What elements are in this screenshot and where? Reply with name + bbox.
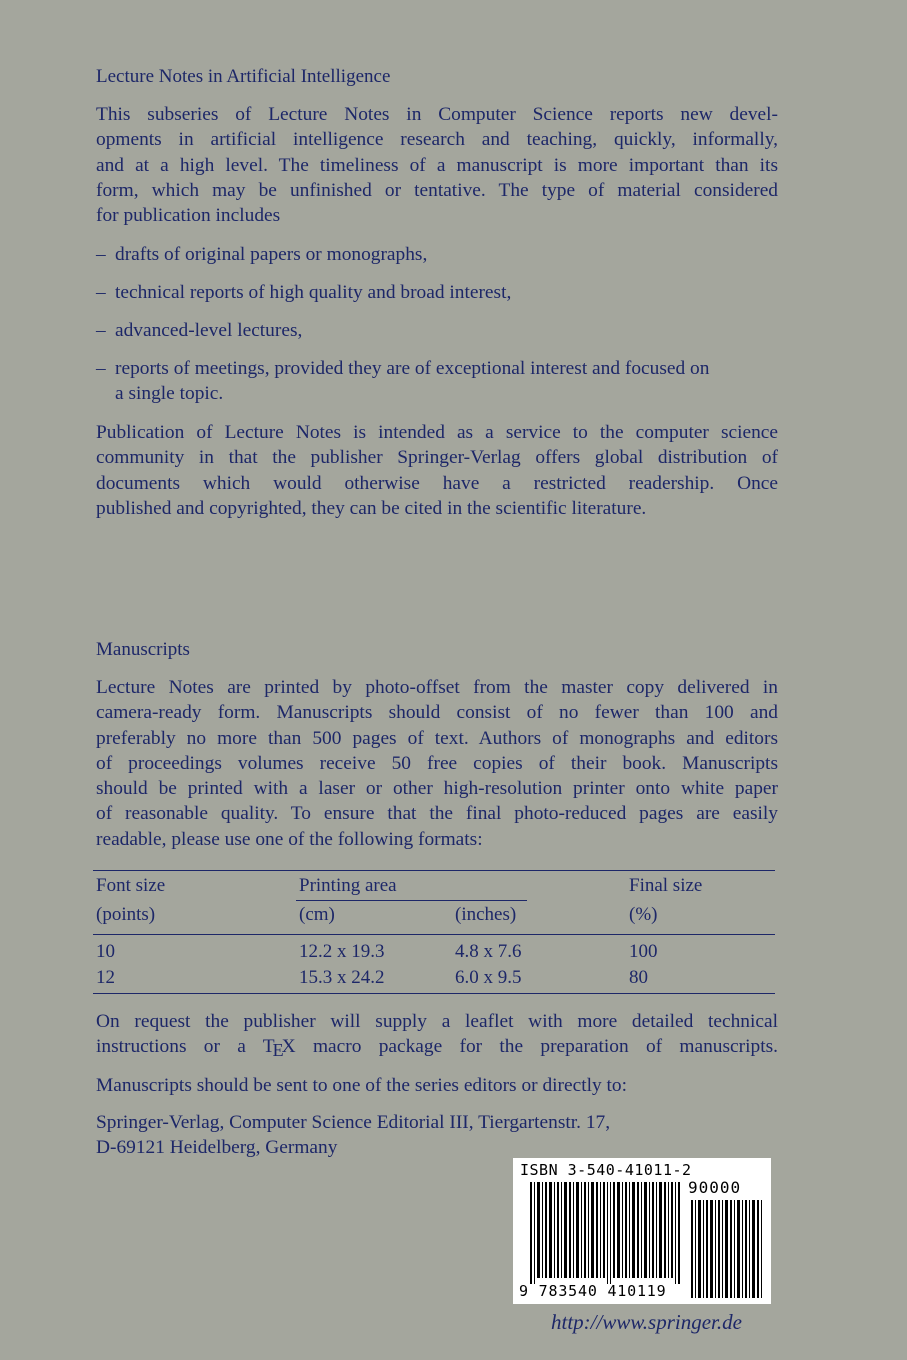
series-heading: Lecture Notes in Artificial Intelligence: [96, 66, 391, 87]
intro-paragraph: [96, 102, 778, 228]
manuscripts-heading: Manuscripts: [96, 639, 190, 660]
list-item: [96, 318, 302, 343]
price-addon-label: 90000: [688, 1178, 742, 1197]
table-cell: 15.3 x 24.2: [299, 967, 385, 988]
intro-line: This subseries of Lecture Notes in Computer Science reports new devel-: [96, 104, 778, 125]
request-text: instructions or a: [96, 1036, 263, 1058]
header-printing-area: Printing area: [299, 875, 397, 896]
ean-number: 9 783540 410119: [519, 1282, 667, 1300]
tex-x: X: [281, 1036, 296, 1058]
list-dash: –: [96, 282, 106, 303]
manuscripts-line: should be printed with a laser or other high-resolution printer onto white paper: [96, 778, 778, 800]
closing-line: documents which would otherwise have a restricted readership. Once: [96, 472, 778, 494]
manuscripts-line: of proceedings volumes receive 50 free copies of their book. Manuscripts: [96, 752, 778, 774]
address-line: D-69121 Heidelberg, Germany: [96, 1137, 338, 1158]
tex-e: E: [272, 1040, 284, 1061]
tex-t: T: [262, 1036, 275, 1058]
intro-line: form, which may be unfinished or tentative. The type of material considered: [96, 179, 778, 201]
manuscripts-paragraph: [96, 675, 778, 852]
manuscripts-line: readable, please use one of the following formats:: [96, 828, 483, 850]
list-dash: –: [96, 244, 106, 265]
manuscripts-line: preferably no more than 500 pages of text. Authors of monographs and editors: [96, 727, 778, 749]
manuscripts-line: of reasonable quality. To ensure that the final photo-reduced pages are easily: [96, 803, 778, 825]
list-item-text: advanced-level lectures,: [115, 320, 303, 341]
header-font-size: Font size: [96, 875, 166, 896]
request-paragraph: [96, 1009, 778, 1060]
list-dash: –: [96, 358, 106, 379]
table-header-rule: [93, 934, 775, 935]
table-cell: 12: [96, 967, 115, 988]
manuscripts-line: camera-ready form. Manuscripts should consist of no fewer than 100 and: [96, 702, 778, 724]
intro-line: for publication includes: [96, 205, 281, 227]
closing-line: community in that the publisher Springer-Verlag offers global distribution of: [96, 447, 778, 469]
table-bottom-rule: [93, 993, 775, 994]
header-percent: (%): [629, 904, 658, 925]
address-line: Springer-Verlag, Computer Science Editorial III, Tiergartenstr. 17,: [96, 1112, 611, 1133]
table-cell: 80: [629, 967, 648, 988]
header-final-size: Final size: [629, 875, 703, 896]
request-line: On request the publisher will supply a leaflet with more detailed technical: [96, 1011, 778, 1032]
list-item: [96, 242, 427, 267]
table-cell: 6.0 x 9.5: [455, 967, 522, 988]
list-dash: –: [96, 320, 106, 341]
send-line: Manuscripts should be sent to one of the series editors or directly to:: [96, 1075, 627, 1096]
list-item-text: reports of meetings, provided they are of exceptional interest and focused on: [115, 358, 710, 379]
table-cell: 10: [96, 941, 115, 962]
printing-area-rule: [296, 900, 527, 901]
table-cell: 100: [629, 941, 658, 962]
header-inches: (inches): [455, 904, 517, 925]
isbn-label: ISBN 3-540-41011-2: [520, 1161, 692, 1179]
tex-logo: [262, 1036, 296, 1061]
table-cell: 4.8 x 7.6: [455, 941, 522, 962]
list-item-text: drafts of original papers or monographs,: [115, 244, 428, 265]
list-item: [96, 356, 709, 381]
header-cm: (cm): [299, 904, 335, 925]
request-line-tex: [96, 1034, 778, 1059]
list-item-continuation: a single topic.: [115, 383, 224, 404]
intro-line: opments in artificial intelligence research and teaching, quickly, informally,: [96, 129, 778, 151]
closing-line: Publication of Lecture Notes is intended as a service to the computer science: [96, 422, 778, 443]
isbn-barcode: [513, 1158, 771, 1304]
header-points: (points): [96, 904, 156, 925]
manuscripts-line: Lecture Notes are printed by photo-offset from the master copy delivered in: [96, 677, 778, 698]
request-text: macro package for the preparation of manuscripts.: [295, 1036, 778, 1058]
closing-line: published and copyrighted, they can be cited in the scientific literature.: [96, 497, 647, 519]
intro-line: and at a high level. The timeliness of a manuscript is more important than its: [96, 154, 778, 176]
closing-paragraph: [96, 420, 778, 521]
list-item-text: technical reports of high quality and broad interest,: [115, 282, 512, 303]
table-cell: 12.2 x 19.3: [299, 941, 385, 962]
table-top-rule: [93, 870, 775, 871]
publisher-url[interactable]: http://www.springer.de: [551, 1310, 742, 1334]
list-item: [96, 280, 511, 305]
